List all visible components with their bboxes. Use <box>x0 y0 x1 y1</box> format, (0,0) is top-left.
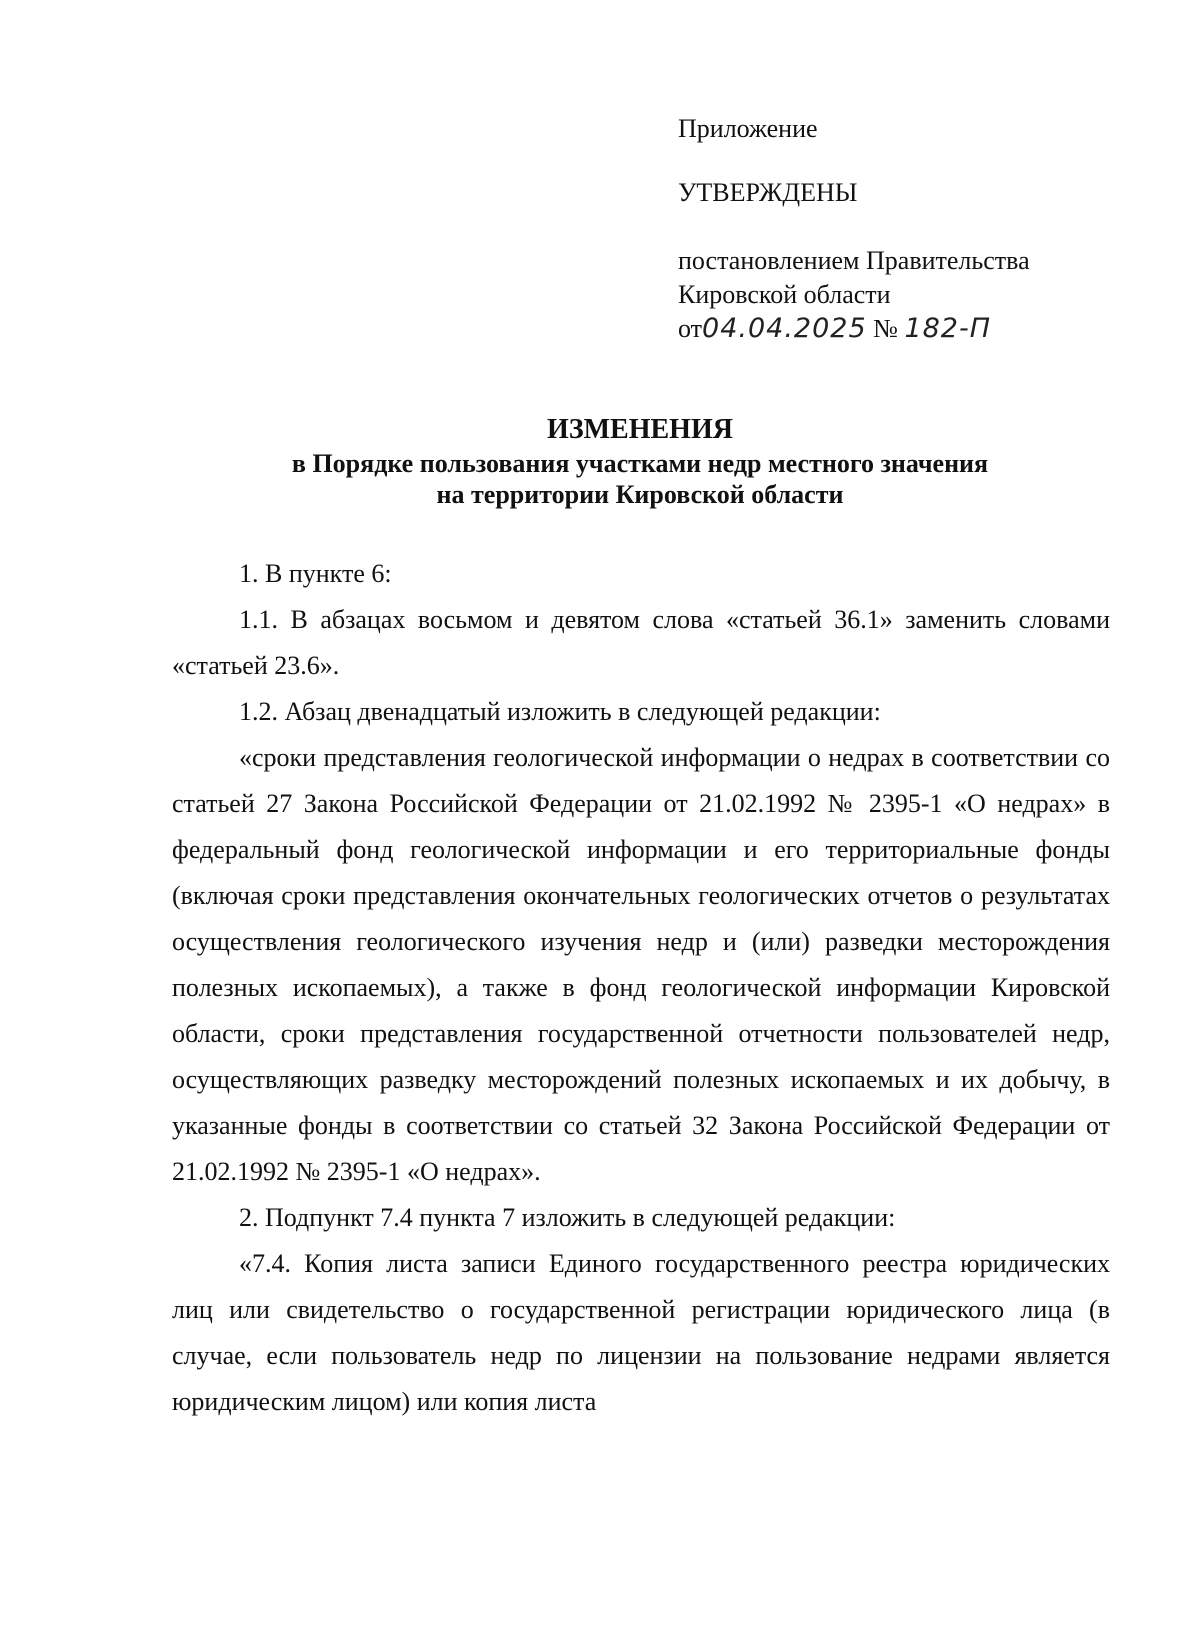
paragraph-item-2: 2. Подпункт 7.4 пункта 7 изложить в следующей редакции: <box>239 1203 896 1232</box>
paragraph-item-1-1: 1.1. В абзацах восьмом и девятом слова «статьей 36.1» заменить словами «статьей 23.6». <box>172 605 1110 680</box>
document-subtitle-line-2: на территории Кировской области <box>436 480 844 509</box>
paragraph-item-1-2: 1.2. Абзац двенадцатый изложить в следующей редакции: <box>239 697 881 726</box>
approval-block <box>678 112 1108 346</box>
number-prefix: № <box>873 314 898 343</box>
document-subtitle-line-1: в Порядке пользования участками недр местного значения <box>291 449 989 478</box>
resolution-line-2: Кировской области <box>678 280 891 309</box>
resolution-date-number <box>678 312 1108 346</box>
date-prefix: от <box>678 314 703 343</box>
paragraph-item-1: 1. В пункте 6: <box>239 559 392 588</box>
handwritten-number: 182-П <box>904 313 992 344</box>
paragraph-quoted-text: «сроки представления геологической информации о недрах в соответствии со статьей 27 Закона Российской Федерации от 21.02.1992 № 2395-1 «О недрах» в федеральный фонд геологической информации и его территориальные фонды (включая сроки представления окончательных геологических отчетов о результатах осуществления геологического изучения недр и (или) разведки месторождения полезных ископаемых), а также в фонд геологической информации Кировской области, сроки представления государственной отчетности пользователей недр, осуществляющих разведку месторождений полезных ископаемых и их добычу, в указанные фонды в соответствии со статьей 32 Закона Российской Федерации от 21.02.1992 № 2395-1 «О недрах». <box>172 743 1110 1186</box>
document-body <box>172 551 1110 1425</box>
approved-label: УТВЕРЖДЕНЫ <box>678 178 858 207</box>
handwritten-date: 04.04.2025 <box>702 313 867 344</box>
paragraph-item-7-4: «7.4. Копия листа записи Единого государственного реестра юридических лиц или свидетельство о государственной регистрации юридического лица (в случае, если пользователь недр по лицензии на пользование недрами является юридическим лицом) или копия листа <box>172 1249 1110 1416</box>
appendix-label: Приложение <box>678 114 818 143</box>
document-title: ИЗМЕНЕНИЯ <box>547 414 733 445</box>
resolution-line-1: постановлением Правительства <box>678 246 1030 275</box>
